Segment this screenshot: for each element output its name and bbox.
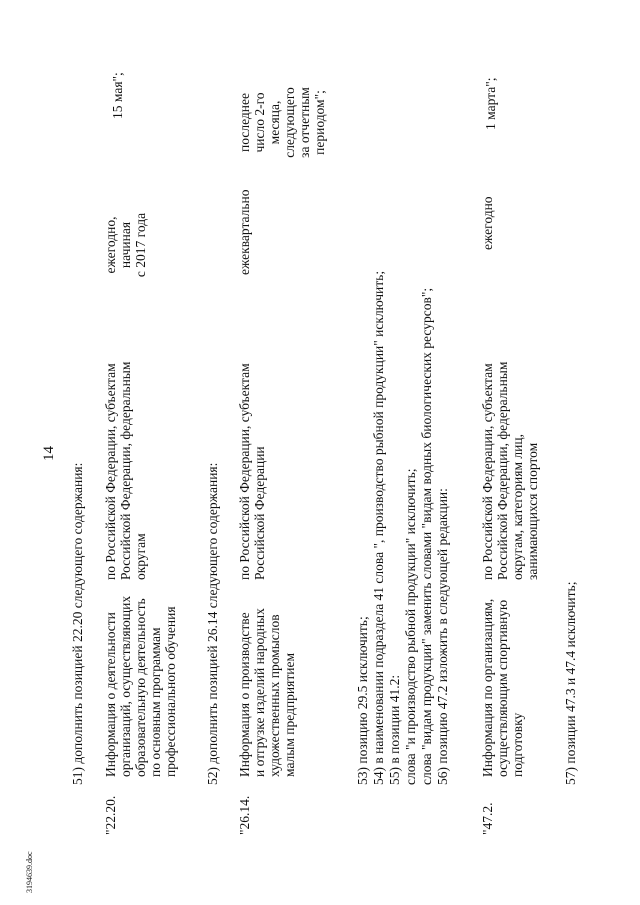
row-26-14-level-line: Российской Федерации (252, 446, 267, 580)
item-55-words-1: слова "и производство рыбной продукции" исключить; (403, 468, 418, 785)
row-22-20-description (103, 596, 178, 777)
row-26-14-deadline-line: периодом"; (312, 90, 327, 155)
row-22-20-period (103, 195, 148, 295)
row-22-20-deadline-line: 15 мая"; (110, 72, 125, 119)
row-26-14-deadline (237, 75, 327, 170)
item-55-words-2: слова "видам продукции" заменить словами "видам водных биологических ресурсов"; (419, 287, 434, 785)
row-26-14-period (237, 190, 252, 276)
row-26-14-description-line: Информация о производстве (237, 612, 252, 777)
row-26-14-description-line: художественных промыслов (267, 614, 282, 777)
row-22-20-number: "22.20. (103, 795, 118, 835)
row-47-2-level (480, 362, 540, 580)
row-22-20-level-line: Российской Федерации, федеральным (118, 361, 133, 580)
item-56: 56) позицию 47.2 изложить в следующей редакции: (435, 488, 450, 785)
page-number: 14 (41, 446, 57, 461)
row-26-14-description-line: и отгрузке изделий народных (252, 608, 267, 777)
row-47-2-level-line: Российской Федерации, федеральным (495, 361, 510, 580)
item-57: 57) позиции 47.3 и 47.4 исключить; (563, 581, 578, 785)
row-26-14-period-line: ежеквартально (237, 189, 252, 275)
row-26-14-description (237, 608, 297, 777)
row-47-2-period (480, 196, 495, 250)
row-26-14-deadline-line: за отчетным (297, 87, 312, 158)
row-47-2-deadline-line: 1 марта"; (483, 77, 498, 130)
row-47-2-description-line: осуществляющим спортивную (495, 599, 510, 777)
row-22-20-description-line: образовательную деятельность (133, 598, 148, 777)
row-22-20-level-line: округам (133, 533, 148, 580)
item-51: 51) дополнить позицией 22.20 следующего содержания: (70, 462, 85, 785)
row-22-20-description-line: Информация о деятельности (103, 612, 118, 777)
row-26-14-description-line: малым предприятием (282, 652, 297, 777)
row-47-2-number: "47.2. (480, 802, 495, 835)
item-54: 54) в наименовании подраздела 41 слова ", производство рыбной продукции" исключить; (371, 270, 386, 785)
row-47-2-description-line: подготовку (510, 712, 525, 777)
row-22-20-period-line: ежегодно, (103, 216, 118, 274)
row-47-2-deadline (483, 78, 498, 130)
row-22-20-period-line: с 2017 года (133, 212, 148, 278)
item-55: 55) в позиции 41.2: (387, 674, 402, 785)
row-26-14-level-line: по Российской Федерации, субъектам (237, 363, 252, 580)
item-53: 53) позицию 29.5 исключить; (355, 616, 370, 785)
row-26-14-deadline-line: месяца, (267, 100, 282, 145)
row-22-20-description-line: по основным программам (148, 627, 163, 777)
row-47-2-description-line: Информация по организациям, (480, 598, 495, 777)
row-47-2-description (480, 599, 525, 777)
row-26-14-deadline-line: следующего (282, 87, 297, 158)
row-26-14-level (237, 363, 267, 580)
row-26-14-deadline-line: число 2-го (252, 92, 267, 153)
item-52: 52) дополнить позицией 26.14 следующего содержания: (205, 462, 220, 785)
row-47-2-level-line: по Российской Федерации, субъектам (480, 363, 495, 580)
row-22-20-period-line: начиная (118, 221, 133, 269)
row-47-2-level-line: округам, категориям лиц, (510, 434, 525, 580)
row-26-14-number: "26.14. (237, 795, 252, 835)
row-47-2-level-line: занимающихся спортом (525, 442, 540, 580)
row-22-20-level-line: по Российской Федерации, субъектам (103, 363, 118, 580)
row-47-2-period-line: ежегодно (480, 196, 495, 250)
footer-filename: 3194639.doc (25, 851, 34, 893)
row-26-14-deadline-line: последнее (237, 93, 252, 152)
row-22-20-level (103, 362, 148, 580)
row-22-20-deadline (110, 72, 125, 119)
row-22-20-description-line: профессионального обучения (163, 606, 178, 777)
row-22-20-description-line: организаций, осуществляющих (118, 595, 133, 777)
